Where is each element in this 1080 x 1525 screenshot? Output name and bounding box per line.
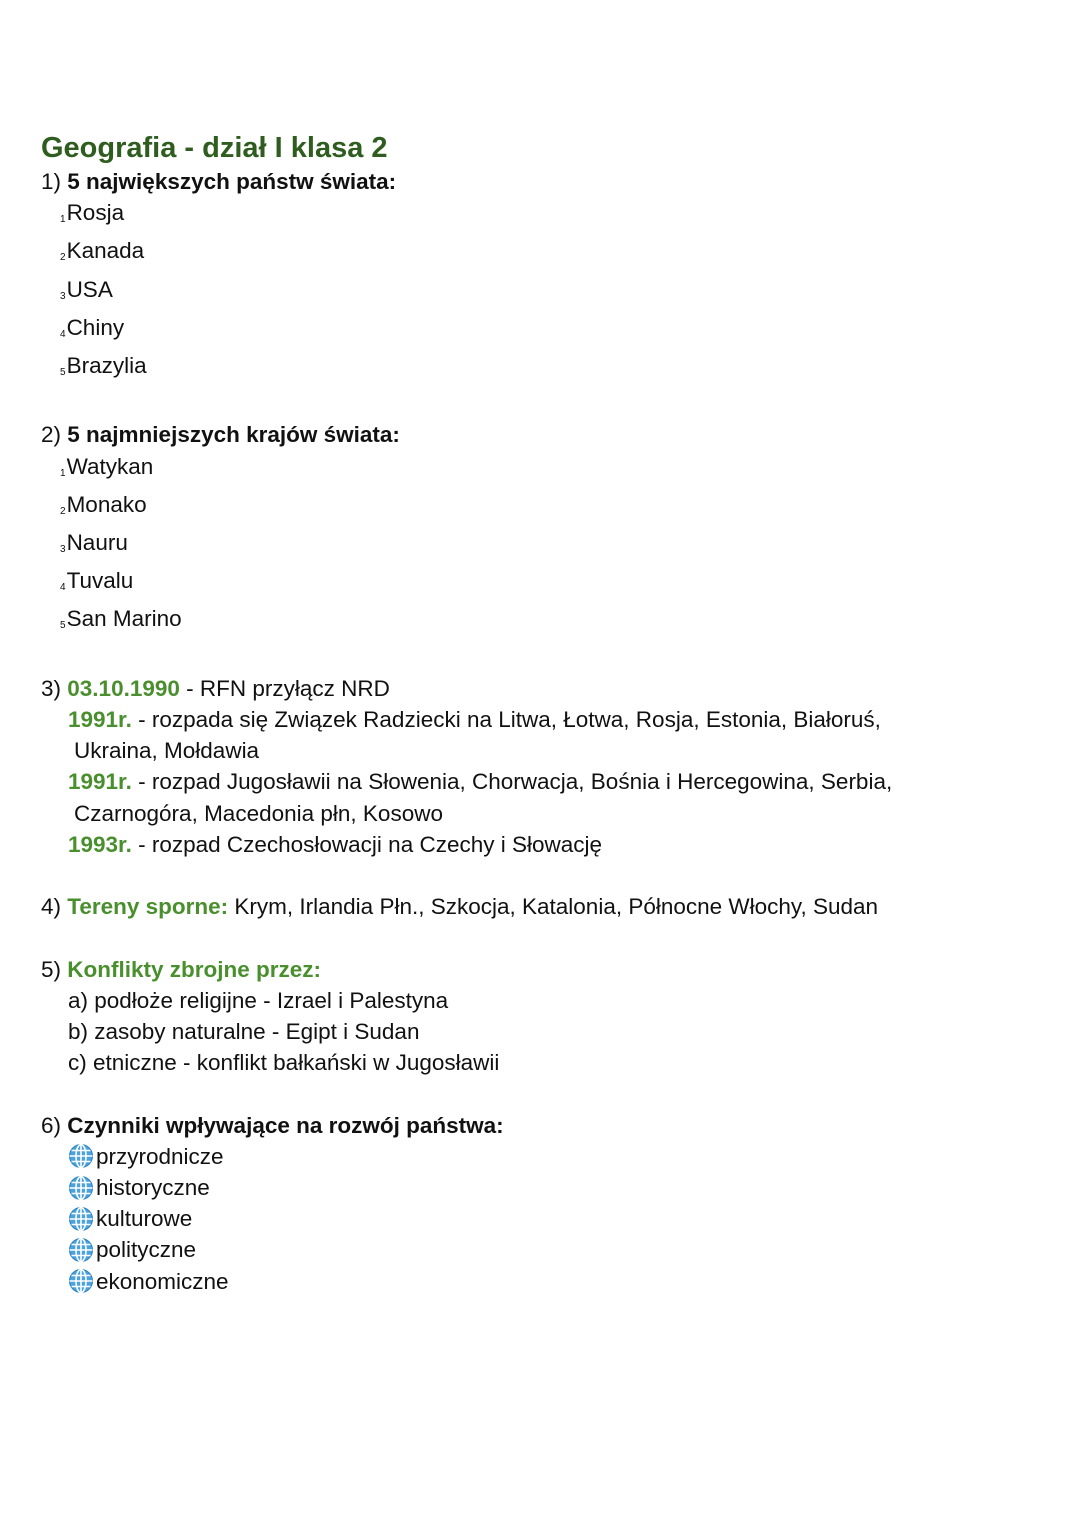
section-1-heading — [41, 166, 1041, 197]
list-item — [41, 197, 1041, 235]
list-item — [41, 1203, 1041, 1234]
globe-icon — [68, 1237, 94, 1263]
section-number: 5) — [41, 956, 62, 982]
section-heading: 5 najmniejszych krajów świata: — [67, 422, 400, 448]
event-date: 1991r. — [68, 707, 132, 733]
item-text: Monako — [66, 491, 147, 517]
globe-icon — [68, 1175, 94, 1201]
page-title: Geografia - dział I klasa 2 — [41, 132, 388, 164]
section-6-heading — [41, 1110, 1041, 1141]
spacer — [41, 388, 1041, 419]
event-date: 1991r. — [68, 769, 132, 795]
event-text: - rozpada się Związek Radziecki na Litwa, Łotwa, Rosja, Estonia, Białoruś, — [131, 707, 881, 733]
list-item — [41, 1172, 1041, 1203]
section-2-heading — [41, 419, 1041, 450]
event-date: 03.10.1990 — [67, 675, 180, 701]
spacer — [41, 860, 1041, 891]
list-item — [41, 603, 1041, 641]
list-item — [41, 312, 1041, 350]
spacer — [41, 1078, 1041, 1109]
section-heading: Tereny sporne: — [67, 894, 229, 920]
list-item — [41, 489, 1041, 527]
list-item — [41, 451, 1041, 489]
event-text: - rozpad Czechosłowacji na Czechy i Słowację — [131, 831, 603, 857]
list-item — [41, 274, 1041, 312]
section-text: Krym, Irlandia Płn., Szkocja, Katalonia, Północne Włochy, Sudan — [228, 894, 879, 920]
list-item: a) podłoże religijne - Izrael i Palestyna — [68, 987, 449, 1013]
globe-icon — [68, 1268, 94, 1294]
item-number: 1 — [60, 467, 66, 479]
list-item — [41, 565, 1041, 603]
item-number: 5 — [60, 620, 66, 632]
list-item — [41, 350, 1041, 388]
event-row — [41, 704, 1041, 735]
section-number: 1) — [41, 169, 62, 194]
item-number: 2 — [60, 505, 66, 517]
item-number: 1 — [60, 214, 66, 226]
item-text: Chiny — [66, 314, 125, 340]
section-number: 2) — [41, 422, 62, 448]
item-number: 5 — [60, 367, 66, 379]
item-text: polityczne — [96, 1237, 197, 1263]
section-4 — [41, 891, 1041, 922]
event-continuation: Ukraina, Mołdawia — [74, 738, 260, 764]
list-item — [41, 527, 1041, 565]
section-number: 4) — [41, 894, 62, 920]
list-item — [41, 235, 1041, 273]
section-heading: Czynniki wpływające na rozwój państwa: — [67, 1112, 504, 1138]
event-row — [41, 829, 1041, 860]
item-text: historyczne — [96, 1175, 210, 1201]
item-text: przyrodnicze — [96, 1143, 224, 1169]
section-5-heading — [41, 954, 1041, 985]
event-row — [41, 766, 1041, 797]
item-number: 2 — [60, 252, 66, 264]
section-heading: Konflikty zbrojne przez: — [67, 956, 322, 982]
item-text: ekonomiczne — [96, 1268, 229, 1294]
spacer — [41, 922, 1041, 953]
event-text: - RFN przyłącz NRD — [179, 675, 390, 701]
spacer — [41, 642, 1041, 673]
list-item — [41, 1141, 1041, 1172]
item-text: Nauru — [66, 530, 128, 556]
item-text: USA — [66, 276, 113, 302]
item-number: 4 — [60, 328, 66, 340]
item-text: Watykan — [66, 453, 154, 479]
list-item: c) etniczne - konflikt bałkański w Jugosławii — [68, 1050, 500, 1076]
item-text: Rosja — [66, 200, 125, 226]
item-number: 3 — [60, 544, 66, 556]
event-continuation: Czarnogóra, Macedonia płn, Kosowo — [74, 800, 443, 826]
event-text: - rozpad Jugosławii na Słowenia, Chorwacja, Bośnia i Hercegowina, Serbia, — [131, 769, 893, 795]
list-item — [41, 1266, 1041, 1297]
section-number: 3) — [41, 675, 62, 701]
item-text: Tuvalu — [66, 568, 134, 594]
item-number: 4 — [60, 582, 66, 594]
item-number: 3 — [60, 290, 66, 302]
event-row — [41, 673, 1041, 704]
event-date: 1993r. — [68, 831, 132, 857]
globe-icon — [68, 1143, 94, 1169]
globe-icon — [68, 1206, 94, 1232]
item-text: San Marino — [66, 606, 182, 632]
list-item — [41, 1234, 1041, 1265]
list-item: b) zasoby naturalne - Egipt i Sudan — [68, 1019, 420, 1045]
document-page — [41, 130, 1041, 1297]
section-number: 6) — [41, 1112, 62, 1138]
item-text: kulturowe — [96, 1206, 193, 1232]
item-text: Kanada — [66, 238, 145, 264]
section-heading: 5 największych państw świata: — [67, 169, 397, 194]
item-text: Brazylia — [66, 353, 147, 379]
